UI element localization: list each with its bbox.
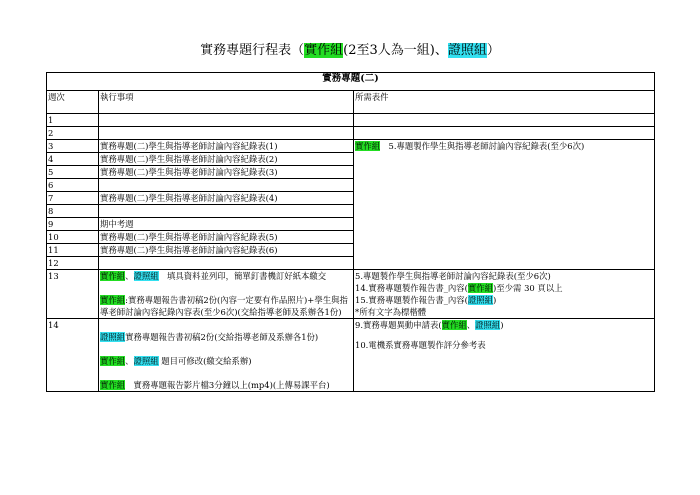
docs-cell-week-13 [354,270,655,319]
task-cell [99,179,354,192]
title-suffix: ） [486,43,500,58]
table-row-week-13 [47,270,655,319]
doc-text: ) [500,320,504,330]
separator: 、 [466,320,476,330]
task-cell: 實務專題(二)學生與指導老師討論內容紀錄表(6) [99,244,354,257]
doc-line [355,294,653,306]
table-row [47,140,655,153]
doc-line [355,282,653,294]
task-text: 題目可修改(繳交給系辦) [158,356,252,366]
week-cell: 11 [47,244,99,257]
task-text: 實務專題報告影片檔3分鐘以上(mp4)(上傳易課平台) [125,380,330,390]
docs-cell-weeks-3-12 [354,140,655,270]
doc-text: )至少需 30 頁以上 [493,283,563,293]
task-text: 實務專題報告書初稿2份(交給指導老師及系辦各1份) [125,332,319,342]
doc-text: 14.實務專題製作報告書_內容( [355,283,468,293]
separator: 、 [125,271,134,281]
doc-text: 15.實務專題製作報告書_內容( [355,295,468,305]
table-row [47,114,655,127]
doc-text: ) [493,295,497,305]
task-cell [99,114,354,127]
title-tag-license: 證照組 [447,43,487,58]
week-cell: 8 [47,205,99,218]
table-banner: 實務專題(二) [47,73,655,91]
task-cell: 實務專題(二)學生與指導老師討論內容紀錄表(2) [99,153,354,166]
tag-practice: 實作組 [441,320,467,330]
table-row-week-14 [47,319,655,392]
header-week: 週次 [47,91,99,114]
doc-line: *所有文字為標楷體 [355,307,427,317]
week-cell: 2 [47,127,99,140]
task-cell [99,205,354,218]
task-text: 填具資料並列印，簡單釘書機訂好紙本繳交 [158,271,327,281]
title-tag-practice: 實作組 [304,43,344,58]
tag-license: 證照組 [133,271,159,281]
task-cell: 實務專題(二)學生與指導老師討論內容紀錄表(4) [99,192,354,205]
task-cell: 實務專題(二)學生與指導老師討論內容紀錄表(3) [99,166,354,179]
week-cell: 7 [47,192,99,205]
week-cell: 6 [47,179,99,192]
week-cell: 13 [47,270,99,319]
schedule-table [46,72,655,392]
tag-practice: 實作組 [100,380,126,390]
docs-tag-practice: 實作組 [355,141,381,151]
week-cell: 14 [47,319,99,392]
separator: 、 [125,356,134,366]
week-cell: 3 [47,140,99,153]
title-middle: (2至3人為一組)、 [343,43,448,58]
tag-license: 證照組 [467,295,494,305]
docs-cell [354,114,655,127]
tag-license: 證照組 [100,332,126,342]
task-cell [99,127,354,140]
task-cell: 期中考週 [99,218,354,231]
doc-line [355,319,653,331]
task-cell [99,257,354,270]
title-prefix: 實務專題行程表（ [200,43,305,58]
tag-license: 證照組 [475,320,501,330]
week-cell: 1 [47,114,99,127]
week-cell: 10 [47,231,99,244]
doc-text: 9.實務專題異動申請表( [355,320,442,330]
task-cell: 實務專題(二)學生與指導老師討論內容紀錄表(1) [99,140,354,153]
task-cell: 實務專題(二)學生與指導老師討論內容紀錄表(5) [99,231,354,244]
docs-cell [354,127,655,140]
tag-license: 證照組 [133,356,159,366]
docs-cell-week-14 [354,319,655,392]
week-cell: 4 [47,153,99,166]
page-title [0,42,700,60]
tag-practice: 實作組 [467,283,494,293]
task-cell-week-13 [99,270,354,319]
table-row [47,127,655,140]
task-cell-week-14 [99,319,354,392]
header-tasks: 執行事項 [99,91,354,114]
docs-text: 5.專題製作學生與指導老師討論內容紀錄表(至少6次) [380,141,585,151]
week-cell: 12 [47,257,99,270]
doc-line: 10.電機系實務專題製作評分參考表 [355,340,486,350]
header-docs: 所需表件 [354,91,655,114]
week-cell: 5 [47,166,99,179]
tag-practice: 實作組 [100,356,126,366]
task-text: :實務專題報告書初稿2份(內容一定要有作品照片)+學生與指導老師討論內容紀錄內容表(至少6次)(交給指導老師及系辦各1份) [100,295,348,317]
doc-line: 5.專題製作學生與指導老師討論內容紀錄表(至少6次) [355,271,551,281]
week-cell: 9 [47,218,99,231]
tag-practice: 實作組 [100,271,126,281]
tag-practice: 實作組 [100,295,126,305]
